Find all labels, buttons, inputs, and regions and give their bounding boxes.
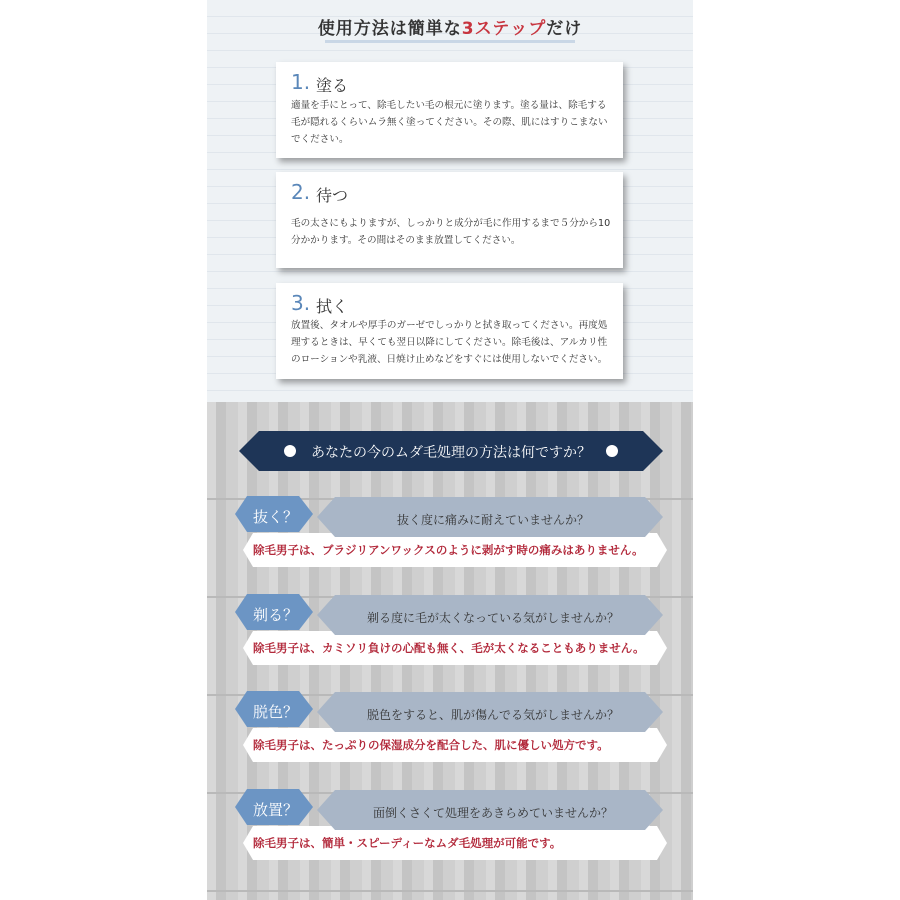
- qa-block-1: [207, 497, 693, 587]
- step-heading: 待つ: [316, 186, 349, 205]
- method-tag-text: 剃る？: [253, 606, 299, 624]
- question-banner: [239, 431, 663, 471]
- question-text: 面倒くさくて処理をあきらめていませんか？: [372, 806, 613, 820]
- step-heading: 塗る: [316, 76, 349, 95]
- banner-text: あなたの今のムダ毛処理の方法は何ですか？: [311, 445, 591, 461]
- step-line: のローションや乳液、日焼け止めなどをすぐには使用しないでください。: [291, 354, 608, 365]
- step-description: [291, 215, 611, 249]
- step-line: 分かかります。その間はそのまま放置してください。: [291, 235, 521, 246]
- step-card-1: [276, 62, 623, 158]
- answer-text: 除毛男子は、たっぷりの保湿成分を配合した、肌に優しい処方です。: [253, 738, 609, 752]
- step-line: 理するときは、早くても翌日以降にしてください。除毛後は、アルカリ性: [291, 337, 608, 348]
- question-text: 抜く度に痛みに耐えていませんか？: [396, 513, 589, 527]
- answer-text: 除毛男子は、簡単・スピーディーなムダ毛処理が可能です。: [253, 836, 562, 850]
- section-title: [207, 14, 693, 39]
- qa-block-4: [207, 790, 693, 880]
- usage-section: [207, 0, 693, 402]
- bullet-icon: [284, 445, 296, 457]
- step-card-3: [276, 283, 623, 379]
- title-underline: [325, 40, 575, 43]
- title-suffix: だけ: [546, 19, 583, 39]
- step-number: 1.: [291, 70, 311, 94]
- step-description: [291, 97, 611, 148]
- question-text: 剃る度に毛が太くなっている気がしませんか？: [366, 611, 619, 625]
- method-tag-text: 脱色？: [253, 703, 299, 721]
- comparison-section: [207, 402, 693, 900]
- title-text: 使用方法は簡単な: [317, 19, 462, 39]
- title-highlight: 3ステップ: [461, 19, 547, 39]
- method-tag-text: 放置？: [253, 801, 299, 819]
- question-text: 脱色をすると、肌が傷んでる気がしませんか？: [366, 708, 619, 722]
- step-heading: 拭く: [316, 297, 349, 316]
- method-tag-text: 抜く？: [253, 508, 299, 526]
- product-image: [207, 0, 693, 900]
- answer-text: 除毛男子は、カミソリ負けの心配も無く、毛が太くなることもありません。: [253, 641, 645, 655]
- step-description: [291, 317, 611, 368]
- answer-text: 除毛男子は、ブラジリアンワックスのように剥がす時の痛みはありません。: [253, 543, 644, 557]
- qa-block-3: [207, 692, 693, 782]
- step-line: 毛の太さにもよりますが、しっかりと成分が毛に作用するまで５分から10: [291, 218, 611, 229]
- qa-block-2: [207, 595, 693, 685]
- step-line: でください。: [291, 134, 349, 145]
- step-number: 3.: [291, 291, 311, 315]
- step-number: 2.: [291, 180, 311, 204]
- bullet-icon: [606, 445, 618, 457]
- step-line: 放置後、タオルや厚手のガーゼでしっかりと拭き取ってください。再度処: [291, 320, 608, 331]
- step-line: 毛が隠れるくらいムラ無く塗ってください。その際、肌にはすりこまない: [291, 117, 608, 128]
- step-card-2: [276, 172, 623, 268]
- step-line: 適量を手にとって、除毛したい毛の根元に塗ります。塗る量は、除毛する: [291, 100, 607, 111]
